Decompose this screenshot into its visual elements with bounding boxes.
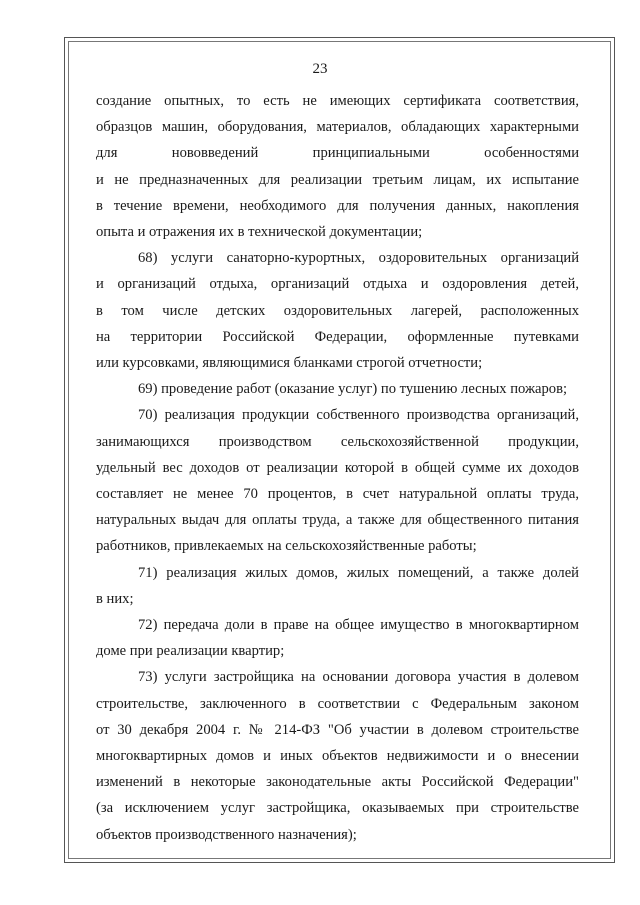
text-line: 69) проведение работ (оказание услуг) по тушению лесных пожаров;	[138, 381, 568, 398]
text-line: и организаций отдыха, организаций отдыха и оздоровления детей,	[96, 276, 579, 293]
text-line: в них;	[96, 590, 134, 607]
text-line: 68) услуги санаторно-курортных, оздоровительных организаций	[138, 250, 579, 267]
text-line: работников, привлекаемых на сельскохозяйственные работы;	[96, 538, 477, 555]
text-line: 70) реализация продукции собственного производства организаций,	[138, 407, 579, 424]
text-line: в течение времени, необходимого для получения данных, накопления	[96, 197, 579, 214]
text-line: изменений в некоторые законодательные акты Российской Федерации"	[96, 774, 579, 791]
text-line: для нововведений принципиальными особенностями	[96, 145, 579, 162]
text-line: и не предназначенных для реализации третьим лицам, их испытание	[96, 171, 579, 188]
text-line: занимающихся производством сельскохозяйственной продукции,	[96, 433, 579, 450]
text-line: от 30 декабря 2004 г. № 214-ФЗ "Об участии в долевом строительстве	[96, 721, 579, 738]
document-body	[96, 88, 579, 848]
text-line: строительстве, заключенного в соответствии с Федеральным законом	[96, 695, 579, 712]
text-line: доме при реализации квартир;	[96, 643, 285, 660]
page-number: 23	[312, 61, 328, 77]
text-line: объектов производственного назначения);	[96, 826, 357, 843]
text-line: опыта и отражения их в технической документации;	[96, 224, 423, 241]
text-line: образцов машин, оборудования, материалов, обладающих характерными	[96, 119, 579, 136]
text-line: или курсовками, являющимися бланками строгой отчетности;	[96, 355, 483, 372]
text-line: в том числе детских оздоровительных лагерей, расположенных	[96, 302, 579, 319]
text-line: 72) передача доли в праве на общее имущество в многоквартирном	[138, 617, 579, 634]
text-line: создание опытных, то есть не имеющих сертификата соответствия,	[96, 93, 579, 109]
text-line: на территории Российской Федерации, оформленные путевками	[96, 328, 579, 345]
text-line: 71) реализация жилых домов, жилых помещений, а также долей	[138, 564, 579, 581]
text-line: натуральных выдач для оплаты труда, а также для общественного питания	[96, 512, 579, 529]
text-line: 73) услуги застройщика на основании договора участия в долевом	[138, 669, 579, 686]
text-line: (за исключением услуг застройщика, оказываемых при строительстве	[96, 800, 579, 817]
text-line: составляет не менее 70 процентов, в счет натуральной оплаты труда,	[96, 486, 579, 503]
text-line: удельный вес доходов от реализации которой в общей сумме их доходов	[96, 459, 579, 476]
text-line: многоквартирных домов и иных объектов недвижимости и о внесении	[96, 748, 579, 765]
